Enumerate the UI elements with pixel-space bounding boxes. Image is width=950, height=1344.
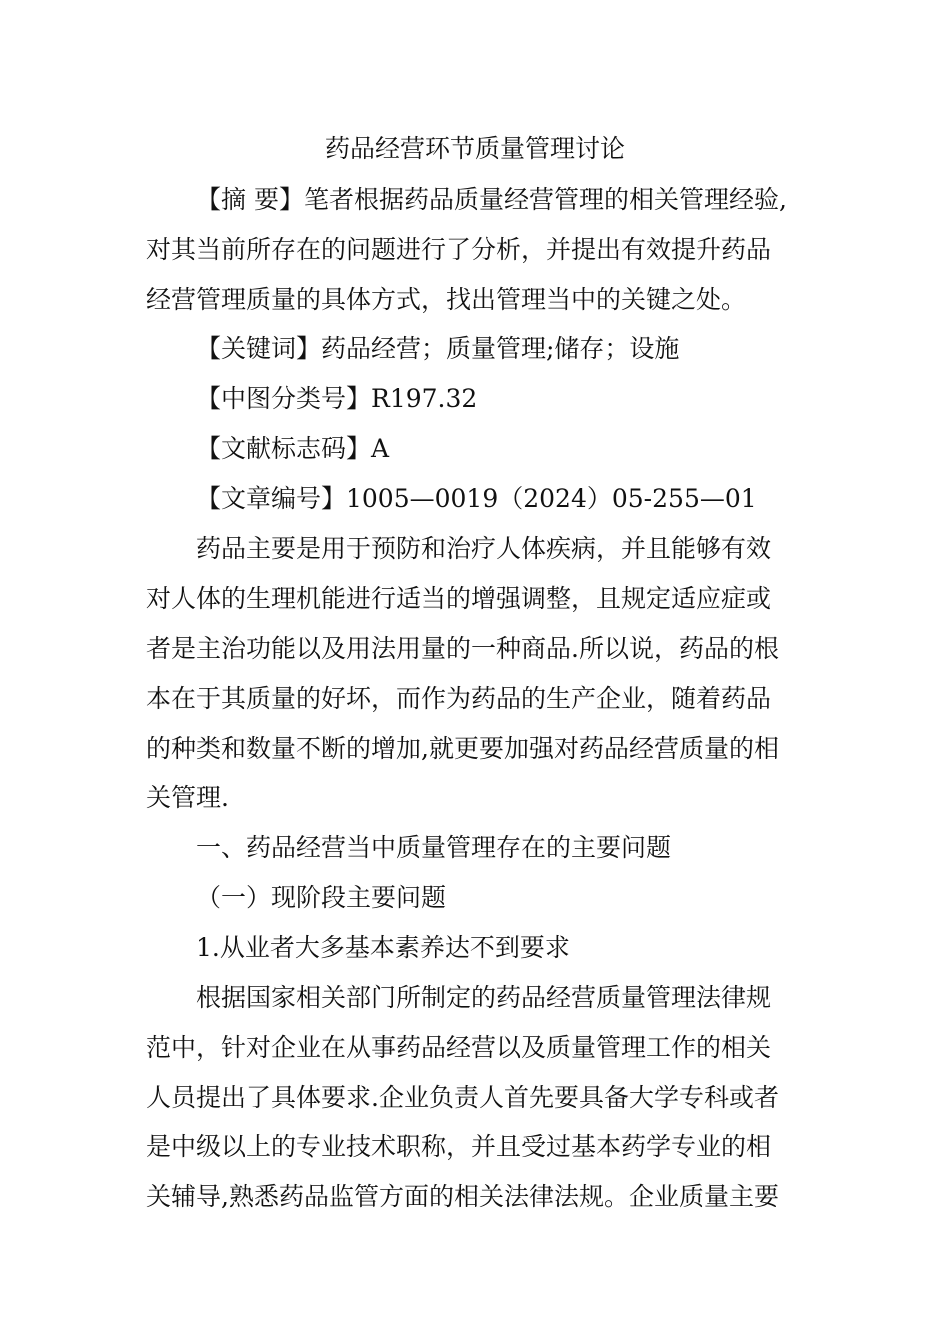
paragraph-1-line-4: 本在于其质量的好坏，而作为药品的生产企业，随着药品 [146,684,772,713]
keywords-line: 【关键词】药品经营；质量管理;储存；设施 [196,334,680,363]
paragraph-2-line-1: 根据国家相关部门所制定的药品经营质量管理法律规 [196,983,772,1012]
article-number-line: 【文章编号】1005—0019（2024）05-255—01 [196,484,757,513]
paragraph-1-line-3: 者是主治功能以及用法用量的一种商品.所以说，药品的根 [146,634,779,663]
paragraph-1-line-2: 对人体的生理机能进行适当的增强调整，且规定适应症或 [146,584,772,613]
abstract-line-3: 经营管理质量的具体方式，找出管理当中的关键之处。 [146,285,747,314]
paragraph-2-line-5: 关辅导,熟悉药品监管方面的相关法律法规。企业质量主要 [146,1182,779,1211]
paragraph-1-line-6: 关管理. [146,783,229,812]
paragraph-2-line-4: 是中级以上的专业技术职称，并且受过基本药学专业的相 [146,1132,772,1161]
document-title: 药品经营环节质量管理讨论 [324,134,625,163]
paragraph-2-line-3: 人员提出了具体要求.企业负责人首先要具备大学专科或者 [146,1083,779,1112]
classification-line: 【中图分类号】R197.32 [196,384,478,413]
document-code-line: 【文献标志码】A [196,434,390,463]
paragraph-2-line-2: 范中，针对企业在从事药品经营以及质量管理工作的相关 [146,1033,772,1062]
item-heading-1: 1.从业者大多基本素养达不到要求 [196,933,570,962]
abstract-line-2: 对其当前所存在的问题进行了分析，并提出有效提升药品 [146,235,772,264]
section-heading-1: 一、药品经营当中质量管理存在的主要问题 [196,833,672,862]
subsection-heading-1: （一）现阶段主要问题 [196,883,447,912]
paragraph-1-line-5: 的种类和数量不断的增加,就更要加强对药品经营质量的相 [146,734,779,763]
paragraph-1-line-1: 药品主要是用于预防和治疗人体疾病，并且能够有效 [196,534,772,563]
abstract-line-1: 【摘 要】笔者根据药品质量经营管理的相关管理经验, [196,185,787,214]
